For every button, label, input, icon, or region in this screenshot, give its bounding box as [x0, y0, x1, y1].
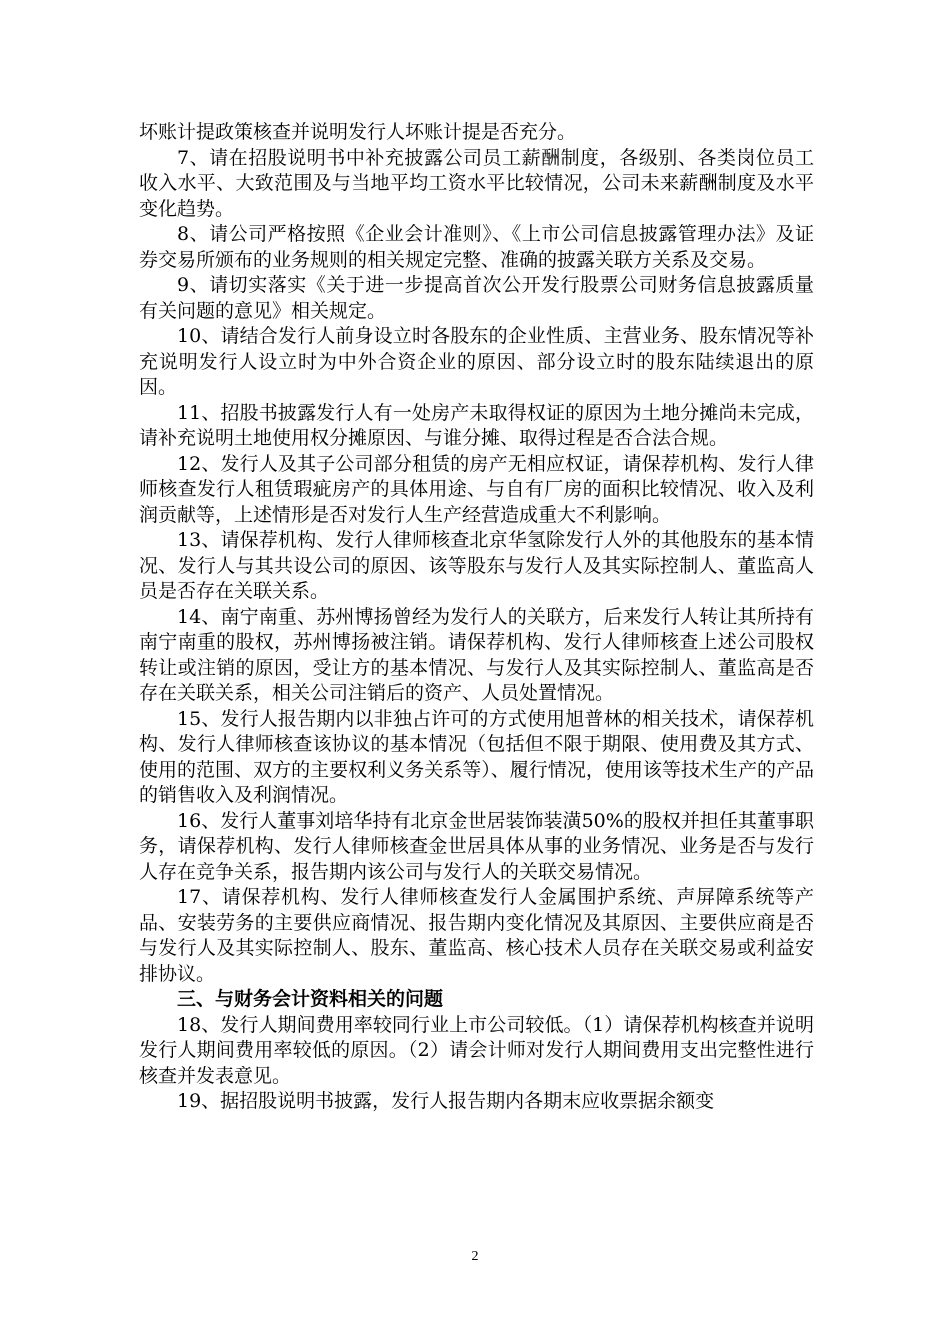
- paragraph-item-12: 12、发行人及其子公司部分租赁的房产无相应权证，请保荐机构、发行人律师核查发行人租赁瑕疵房产的具体用途、与自有厂房的面积比较情况、收入及利润贡献等，上述情形是否对发行人生产经营造成重大不利影响。: [139, 452, 814, 526]
- paragraph-item-14: 14、南宁南重、苏州博扬曾经为发行人的关联方，后来发行人转让其所持有南宁南重的股权，苏州博扬被注销。请保荐机构、发行人律师核查上述公司股权转让或注销的原因，受让方的基本情况、与发行人及其实际控制人、董监高是否存在关联关系，相关公司注销后的资产、人员处置情况。: [139, 605, 814, 704]
- paragraph-item-11: 11、招股书披露发行人有一处房产未取得权证的原因为土地分摊尚未完成，请补充说明土地使用权分摊原因、与谁分摊、取得过程是否合法合规。: [139, 401, 814, 449]
- section-heading: 三、与财务会计资料相关的问题: [177, 988, 444, 1010]
- paragraph-item-9: 9、请切实落实《关于进一步提高首次公开发行股票公司财务信息披露质量有关问题的意见》相关规定。: [139, 274, 814, 322]
- paragraph-item-7: 7、请在招股说明书中补充披露公司员工薪酬制度，各级别、各类岗位员工收入水平、大致范围及与当地平均工资水平比较情况，公司未来薪酬制度及水平变化趋势。: [139, 146, 814, 220]
- paragraph-continuation: 坏账计提政策核查并说明发行人坏账计提是否充分。: [139, 121, 577, 143]
- paragraph-item-10: 10、请结合发行人前身设立时各股东的企业性质、主营业务、股东情况等补充说明发行人设立时为中外合资企业的原因、部分设立时的股东陆续退出的原因。: [139, 325, 814, 398]
- paragraph-item-16: 16、发行人董事刘培华持有北京金世居装饰装潢50%的股权并担任其董事职务，请保荐机构、发行人律师核查金世居具体从事的业务情况、业务是否与发行人存在竞争关系，报告期内该公司与发行人的关联交易情况。: [139, 809, 814, 883]
- page-number: 2: [471, 1249, 479, 1264]
- paragraph-item-8: 8、请公司严格按照《企业会计准则》、《上市公司信息披露管理办法》及证券交易所颁布的业务规则的相关规定完整、准确的披露关联方关系及交易。: [139, 223, 814, 271]
- document-body: [139, 120, 814, 1115]
- paragraph-item-18: 18、发行人期间费用率较同行业上市公司较低。（1）请保荐机构核查并说明发行人期间费用率较低的原因。（2）请会计师对发行人期间费用支出完整性进行核查并发表意见。: [139, 1013, 814, 1087]
- paragraph-item-17: 17、请保荐机构、发行人律师核查发行人金属围护系统、声屏障系统等产品、安装劳务的主要供应商情况、报告期内变化情况及其原因、主要供应商是否与发行人及其实际控制人、股东、董监高、核心技术人员存在关联交易或利益安排协议。: [139, 886, 814, 985]
- paragraph-item-13: 13、请保荐机构、发行人律师核查北京华氢除发行人外的其他股东的基本情况、发行人与其共设公司的原因、该等股东与发行人及其实际控制人、董监高人员是否存在关联关系。: [139, 529, 814, 602]
- paragraph-item-19: 19、据招股说明书披露，发行人报告期内各期末应收票据余额变: [177, 1090, 715, 1112]
- paragraph-item-15: 15、发行人报告期内以非独占许可的方式使用旭普林的相关技术，请保荐机构、发行人律师核查该协议的基本情况（包括但不限于期限、使用费及其方式、使用的范围、双方的主要权利义务关系等）、履行情况，使用该等技术生产的产品的销售收入及利润情况。: [139, 707, 814, 806]
